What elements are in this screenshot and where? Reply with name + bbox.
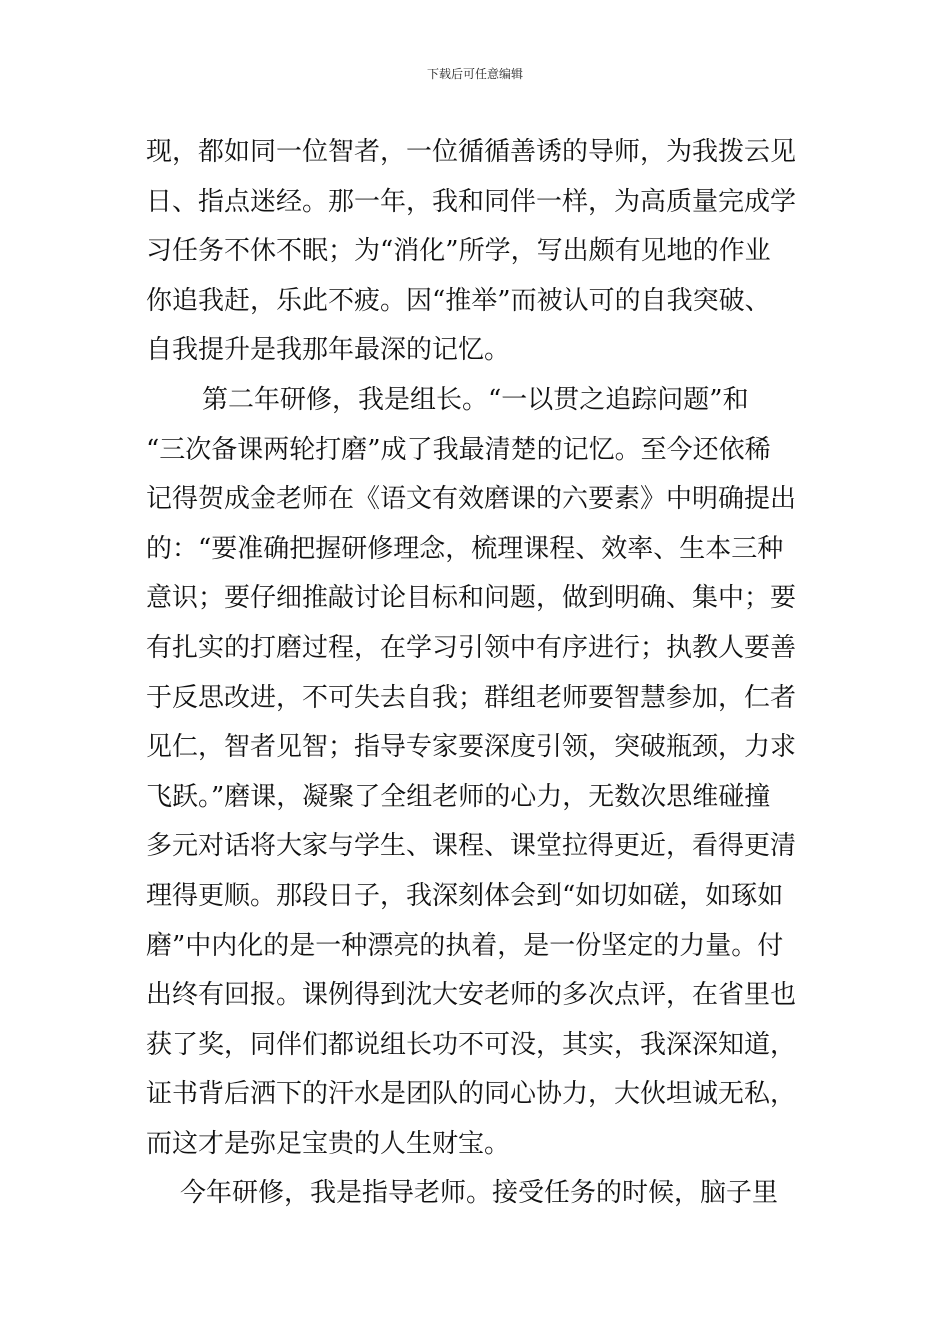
text-line: 的：“要准确把握研修理念，梳理课程、效率、生本三种 <box>146 533 784 564</box>
text-line: 飞跃。”磨课，凝聚了全组老师的心力，无数次思维碰撞 <box>146 781 771 812</box>
text-line: 获了奖，同伴们都说组长功不可没，其实，我深深知道， <box>146 1029 797 1060</box>
text-line: 有扎实的打磨过程，在学习引领中有序进行；执教人要善 <box>146 632 797 663</box>
text-line: 而这才是弥足宝贵的人生财宝。 <box>146 1128 511 1159</box>
body-text <box>146 128 810 1219</box>
text-line: 习任务不休不眠；为“消化”所学，写出颇有见地的作业 <box>146 236 771 267</box>
text-line: 出终有回报。课例得到沈大安老师的多次点评，在省里也 <box>146 980 797 1011</box>
text-line: 日、指点迷经。那一年，我和同伴一样，为高质量完成学 <box>146 186 797 217</box>
text-line: 你追我赶，乐此不疲。因“推举”而被认可的自我突破、 <box>146 285 771 316</box>
text-line: 证书背后洒下的汗水是团队的同心协力，大伙坦诚无私， <box>146 1079 797 1110</box>
text-line: 于反思改进，不可失去自我；群组老师要智慧参加，仁者 <box>146 682 797 713</box>
paragraph-first-line: 今年研修，我是指导老师。接受任务的时候，脑子里 <box>180 1178 779 1209</box>
text-line: 多元对话将大家与学生、课程、课堂拉得更近，看得更清 <box>146 831 797 862</box>
text-line: 磨”中内化的是一种漂亮的执着，是一份坚定的力量。付 <box>146 930 784 961</box>
paragraph-first-line: 第二年研修，我是组长。“一以贯之追踪问题”和 <box>202 384 749 415</box>
text-line: 见仁，智者见智；指导专家要深度引领，突破瓶颈，力求 <box>146 732 797 763</box>
page-header: 下载后可任意编辑 <box>426 67 523 81</box>
text-line: 现，都如同一位智者，一位循循善诱的导师，为我拨云见 <box>146 137 797 167</box>
text-line: 意识；要仔细推敲讨论目标和问题，做到明确、集中；要 <box>146 583 797 614</box>
text-line: 理得更顺。那段日子，我深刻体会到“如切如磋，如琢如 <box>146 880 784 911</box>
text-line: “三次备课两轮打磨”成了我最清楚的记忆。至今还依稀 <box>146 434 771 465</box>
text-line: 记得贺成金老师在《语文有效磨课的六要素》中明确提出 <box>146 484 797 515</box>
text-line: 自我提升是我那年最深的记忆。 <box>146 335 511 366</box>
